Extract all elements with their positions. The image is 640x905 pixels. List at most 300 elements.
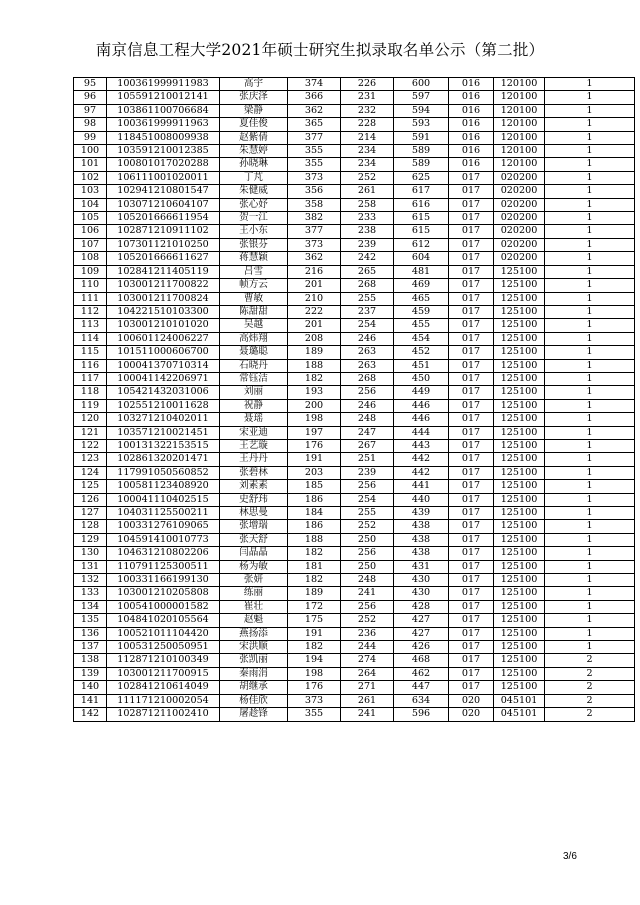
cell-score-b: 274	[341, 654, 394, 667]
cell-seq: 112	[74, 305, 107, 318]
cell-score-a: 175	[288, 614, 341, 627]
cell-batch: 1	[545, 439, 635, 452]
cell-score-a: 355	[288, 158, 341, 171]
cell-exam-id: 103001211700824	[107, 292, 220, 305]
cell-major-code: 125100	[494, 399, 545, 412]
cell-exam-id: 104591410010773	[107, 533, 220, 546]
cell-score-b: 250	[341, 533, 394, 546]
cell-major-code: 125100	[494, 426, 545, 439]
table-row	[74, 265, 635, 278]
cell-total: 428	[394, 600, 449, 613]
cell-score-a: 373	[288, 171, 341, 184]
cell-total: 616	[394, 198, 449, 211]
cell-name: 曹敏	[220, 292, 288, 305]
table-row	[74, 520, 635, 533]
cell-seq: 123	[74, 453, 107, 466]
cell-major-code: 120100	[494, 158, 545, 171]
cell-batch: 1	[545, 533, 635, 546]
cell-score-b: 254	[341, 493, 394, 506]
cell-dept-code: 017	[449, 292, 494, 305]
cell-score-a: 377	[288, 225, 341, 238]
cell-major-code: 125100	[494, 507, 545, 520]
cell-score-a: 189	[288, 587, 341, 600]
cell-seq: 114	[74, 332, 107, 345]
cell-total: 427	[394, 614, 449, 627]
cell-score-a: 182	[288, 574, 341, 587]
cell-total: 634	[394, 694, 449, 707]
cell-major-code: 125100	[494, 533, 545, 546]
cell-major-code: 125100	[494, 600, 545, 613]
cell-score-b: 234	[341, 145, 394, 158]
cell-major-code: 125100	[494, 279, 545, 292]
cell-score-a: 362	[288, 252, 341, 265]
cell-exam-id: 112871210100349	[107, 654, 220, 667]
cell-seq: 99	[74, 131, 107, 144]
cell-name: 常钰洁	[220, 372, 288, 385]
cell-score-a: 201	[288, 319, 341, 332]
cell-batch: 1	[545, 319, 635, 332]
cell-total: 442	[394, 453, 449, 466]
cell-exam-id: 102871211002410	[107, 708, 220, 721]
cell-major-code: 125100	[494, 641, 545, 654]
cell-name: 杨佳欣	[220, 694, 288, 707]
cell-seq: 142	[74, 708, 107, 721]
cell-seq: 118	[74, 386, 107, 399]
table-row	[74, 131, 635, 144]
cell-exam-id: 104031125500211	[107, 507, 220, 520]
cell-score-a: 172	[288, 600, 341, 613]
cell-seq: 125	[74, 480, 107, 493]
table-row	[74, 91, 635, 104]
table-row	[74, 185, 635, 198]
cell-score-b: 258	[341, 198, 394, 211]
cell-dept-code: 017	[449, 265, 494, 278]
table-row	[74, 78, 635, 91]
cell-score-b: 256	[341, 386, 394, 399]
cell-major-code: 125100	[494, 413, 545, 426]
cell-dept-code: 017	[449, 520, 494, 533]
cell-score-b: 226	[341, 78, 394, 91]
cell-total: 430	[394, 574, 449, 587]
cell-score-a: 188	[288, 359, 341, 372]
cell-exam-id: 103001211700822	[107, 279, 220, 292]
cell-score-a: 198	[288, 667, 341, 680]
cell-score-a: 382	[288, 212, 341, 225]
table-row	[74, 158, 635, 171]
cell-exam-id: 103001211700915	[107, 667, 220, 680]
cell-score-a: 186	[288, 520, 341, 533]
cell-score-b: 239	[341, 238, 394, 251]
table-row	[74, 614, 635, 627]
table-row	[74, 386, 635, 399]
cell-major-code: 120100	[494, 118, 545, 131]
page-title: 南京信息工程大学2021年硕士研究生拟录取名单公示（第二批）	[95, 41, 545, 59]
cell-major-code: 125100	[494, 667, 545, 680]
cell-major-code: 020200	[494, 225, 545, 238]
cell-name: 蒋慧颖	[220, 252, 288, 265]
cell-score-b: 246	[341, 399, 394, 412]
cell-exam-id: 100331166199130	[107, 574, 220, 587]
table-row	[74, 212, 635, 225]
cell-total: 462	[394, 667, 449, 680]
cell-seq: 128	[74, 520, 107, 533]
cell-exam-id: 105201666611627	[107, 252, 220, 265]
cell-name: 夏佳俊	[220, 118, 288, 131]
cell-exam-id: 110791125300511	[107, 560, 220, 573]
cell-score-a: 182	[288, 641, 341, 654]
table-row	[74, 641, 635, 654]
cell-exam-id: 102871210911102	[107, 225, 220, 238]
cell-name: 高炜翔	[220, 332, 288, 345]
cell-score-a: 203	[288, 466, 341, 479]
cell-score-a: 193	[288, 386, 341, 399]
table-row	[74, 332, 635, 345]
cell-total: 625	[394, 171, 449, 184]
cell-major-code: 045101	[494, 708, 545, 721]
cell-score-b: 241	[341, 708, 394, 721]
cell-score-b: 265	[341, 265, 394, 278]
table-row	[74, 507, 635, 520]
cell-score-a: 184	[288, 507, 341, 520]
cell-score-a: 185	[288, 480, 341, 493]
table-row	[74, 319, 635, 332]
cell-exam-id: 102841210614049	[107, 681, 220, 694]
cell-batch: 2	[545, 694, 635, 707]
cell-exam-id: 118451008009938	[107, 131, 220, 144]
cell-dept-code: 017	[449, 171, 494, 184]
cell-seq: 95	[74, 78, 107, 91]
cell-total: 596	[394, 708, 449, 721]
cell-batch: 1	[545, 346, 635, 359]
cell-batch: 1	[545, 641, 635, 654]
page-number: 3/6	[563, 851, 577, 862]
cell-seq: 115	[74, 346, 107, 359]
cell-total: 438	[394, 533, 449, 546]
cell-major-code: 125100	[494, 614, 545, 627]
cell-name: 林思曼	[220, 507, 288, 520]
cell-score-a: 373	[288, 694, 341, 707]
table-row	[74, 587, 635, 600]
cell-total: 615	[394, 225, 449, 238]
cell-score-b: 239	[341, 466, 394, 479]
cell-exam-id: 100331276109065	[107, 520, 220, 533]
cell-exam-id: 100361999911983	[107, 78, 220, 91]
cell-score-b: 268	[341, 279, 394, 292]
cell-total: 443	[394, 439, 449, 452]
cell-name: 燕扬添	[220, 627, 288, 640]
cell-score-b: 246	[341, 332, 394, 345]
cell-dept-code: 020	[449, 708, 494, 721]
cell-seq: 122	[74, 439, 107, 452]
cell-major-code: 120100	[494, 145, 545, 158]
cell-total: 438	[394, 547, 449, 560]
cell-name: 梁静	[220, 104, 288, 117]
cell-exam-id: 100041370710314	[107, 359, 220, 372]
cell-score-a: 182	[288, 372, 341, 385]
cell-seq: 97	[74, 104, 107, 117]
table-row	[74, 439, 635, 452]
cell-score-b: 261	[341, 694, 394, 707]
cell-score-a: 186	[288, 493, 341, 506]
cell-name: 张碧林	[220, 466, 288, 479]
cell-batch: 1	[545, 305, 635, 318]
cell-name: 闫晶晶	[220, 547, 288, 560]
cell-major-code: 125100	[494, 386, 545, 399]
cell-batch: 1	[545, 359, 635, 372]
cell-dept-code: 017	[449, 346, 494, 359]
table-body	[74, 78, 635, 722]
cell-exam-id: 105421432031006	[107, 386, 220, 399]
cell-total: 427	[394, 627, 449, 640]
cell-dept-code: 017	[449, 426, 494, 439]
cell-total: 440	[394, 493, 449, 506]
cell-dept-code: 017	[449, 319, 494, 332]
cell-batch: 1	[545, 292, 635, 305]
cell-total: 593	[394, 118, 449, 131]
cell-score-b: 234	[341, 158, 394, 171]
cell-batch: 2	[545, 654, 635, 667]
cell-name: 聂璐聪	[220, 346, 288, 359]
table-row	[74, 708, 635, 721]
cell-seq: 124	[74, 466, 107, 479]
cell-seq: 130	[74, 547, 107, 560]
cell-total: 451	[394, 359, 449, 372]
cell-name: 石晓丹	[220, 359, 288, 372]
cell-exam-id: 106111001020011	[107, 171, 220, 184]
cell-name: 贺一江	[220, 212, 288, 225]
cell-dept-code: 017	[449, 198, 494, 211]
cell-exam-id: 102941210801547	[107, 185, 220, 198]
cell-major-code: 125100	[494, 359, 545, 372]
cell-name: 吕雪	[220, 265, 288, 278]
cell-total: 615	[394, 212, 449, 225]
cell-name: 屠趁锋	[220, 708, 288, 721]
cell-name: 聂瑶	[220, 413, 288, 426]
cell-seq: 141	[74, 694, 107, 707]
cell-seq: 100	[74, 145, 107, 158]
cell-dept-code: 016	[449, 91, 494, 104]
cell-name: 张妍	[220, 574, 288, 587]
cell-major-code: 120100	[494, 104, 545, 117]
cell-seq: 106	[74, 225, 107, 238]
cell-total: 449	[394, 386, 449, 399]
cell-score-a: 208	[288, 332, 341, 345]
cell-dept-code: 017	[449, 413, 494, 426]
cell-batch: 2	[545, 708, 635, 721]
cell-seq: 127	[74, 507, 107, 520]
cell-score-b: 242	[341, 252, 394, 265]
cell-exam-id: 104631210802206	[107, 547, 220, 560]
cell-exam-id: 105591210012141	[107, 91, 220, 104]
cell-dept-code: 017	[449, 225, 494, 238]
cell-score-a: 377	[288, 131, 341, 144]
cell-dept-code: 017	[449, 372, 494, 385]
cell-seq: 96	[74, 91, 107, 104]
cell-name: 胡继承	[220, 681, 288, 694]
cell-score-a: 362	[288, 104, 341, 117]
table-row	[74, 399, 635, 412]
cell-seq: 129	[74, 533, 107, 546]
cell-major-code: 125100	[494, 587, 545, 600]
cell-exam-id: 103271210402011	[107, 413, 220, 426]
cell-dept-code: 017	[449, 627, 494, 640]
cell-score-b: 252	[341, 614, 394, 627]
cell-name: 秦雨涓	[220, 667, 288, 680]
cell-exam-id: 100521011104420	[107, 627, 220, 640]
cell-total: 468	[394, 654, 449, 667]
cell-seq: 132	[74, 574, 107, 587]
table-row	[74, 667, 635, 680]
cell-dept-code: 017	[449, 533, 494, 546]
cell-score-b: 232	[341, 104, 394, 117]
cell-score-b: 256	[341, 547, 394, 560]
table-row	[74, 533, 635, 546]
cell-major-code: 045101	[494, 694, 545, 707]
cell-total: 597	[394, 91, 449, 104]
cell-batch: 1	[545, 399, 635, 412]
cell-major-code: 020200	[494, 212, 545, 225]
cell-seq: 121	[74, 426, 107, 439]
cell-dept-code: 017	[449, 600, 494, 613]
cell-exam-id: 102861320201471	[107, 453, 220, 466]
table-row	[74, 104, 635, 117]
cell-score-b: 237	[341, 305, 394, 318]
table-row	[74, 171, 635, 184]
cell-seq: 109	[74, 265, 107, 278]
cell-score-a: 373	[288, 238, 341, 251]
cell-dept-code: 017	[449, 574, 494, 587]
cell-score-a: 216	[288, 265, 341, 278]
cell-dept-code: 017	[449, 587, 494, 600]
cell-score-a: 374	[288, 78, 341, 91]
cell-batch: 1	[545, 560, 635, 573]
table-row	[74, 145, 635, 158]
cell-major-code: 125100	[494, 292, 545, 305]
cell-score-a: 189	[288, 346, 341, 359]
cell-major-code: 020200	[494, 238, 545, 251]
cell-dept-code: 017	[449, 399, 494, 412]
cell-batch: 1	[545, 131, 635, 144]
cell-batch: 1	[545, 78, 635, 91]
cell-batch: 1	[545, 279, 635, 292]
cell-score-a: 210	[288, 292, 341, 305]
cell-name: 赵紫倩	[220, 131, 288, 144]
cell-score-a: 194	[288, 654, 341, 667]
cell-score-b: 244	[341, 641, 394, 654]
cell-total: 465	[394, 292, 449, 305]
cell-major-code: 125100	[494, 466, 545, 479]
cell-batch: 1	[545, 185, 635, 198]
cell-dept-code: 020	[449, 694, 494, 707]
cell-batch: 1	[545, 587, 635, 600]
cell-score-b: 252	[341, 520, 394, 533]
cell-dept-code: 016	[449, 158, 494, 171]
cell-score-b: 264	[341, 667, 394, 680]
cell-seq: 137	[74, 641, 107, 654]
table-row	[74, 493, 635, 506]
cell-score-a: 366	[288, 91, 341, 104]
cell-dept-code: 016	[449, 78, 494, 91]
cell-seq: 113	[74, 319, 107, 332]
cell-total: 612	[394, 238, 449, 251]
table-row	[74, 694, 635, 707]
cell-total: 442	[394, 466, 449, 479]
cell-score-b: 214	[341, 131, 394, 144]
cell-score-b: 238	[341, 225, 394, 238]
cell-batch: 1	[545, 118, 635, 131]
cell-batch: 2	[545, 681, 635, 694]
cell-exam-id: 100801017020288	[107, 158, 220, 171]
cell-score-b: 236	[341, 627, 394, 640]
table-row	[74, 305, 635, 318]
cell-total: 438	[394, 520, 449, 533]
cell-major-code: 125100	[494, 332, 545, 345]
cell-major-code: 125100	[494, 265, 545, 278]
table-row	[74, 466, 635, 479]
cell-batch: 1	[545, 252, 635, 265]
cell-total: 589	[394, 158, 449, 171]
table-row	[74, 600, 635, 613]
cell-score-a: 197	[288, 426, 341, 439]
cell-dept-code: 017	[449, 439, 494, 452]
cell-major-code: 125100	[494, 439, 545, 452]
cell-batch: 1	[545, 91, 635, 104]
cell-total: 446	[394, 413, 449, 426]
cell-batch: 1	[545, 386, 635, 399]
cell-major-code: 020200	[494, 171, 545, 184]
cell-name: 王丹丹	[220, 453, 288, 466]
cell-major-code: 020200	[494, 252, 545, 265]
table-row	[74, 480, 635, 493]
cell-score-b: 248	[341, 574, 394, 587]
cell-exam-id: 101511000606700	[107, 346, 220, 359]
cell-dept-code: 017	[449, 185, 494, 198]
cell-score-a: 198	[288, 413, 341, 426]
cell-total: 430	[394, 587, 449, 600]
cell-dept-code: 017	[449, 332, 494, 345]
cell-total: 441	[394, 480, 449, 493]
cell-name: 丁芃	[220, 171, 288, 184]
cell-batch: 1	[545, 413, 635, 426]
cell-major-code: 120100	[494, 91, 545, 104]
cell-exam-id: 100361999911963	[107, 118, 220, 131]
cell-score-a: 176	[288, 439, 341, 452]
cell-seq: 120	[74, 413, 107, 426]
cell-seq: 138	[74, 654, 107, 667]
cell-score-b: 252	[341, 171, 394, 184]
cell-batch: 1	[545, 466, 635, 479]
cell-score-a: 182	[288, 547, 341, 560]
cell-seq: 105	[74, 212, 107, 225]
cell-name: 朱慧婷	[220, 145, 288, 158]
cell-dept-code: 016	[449, 104, 494, 117]
table-row	[74, 627, 635, 640]
cell-score-a: 356	[288, 185, 341, 198]
cell-score-b: 261	[341, 185, 394, 198]
cell-exam-id: 117991050560852	[107, 466, 220, 479]
cell-major-code: 125100	[494, 654, 545, 667]
cell-score-a: 355	[288, 708, 341, 721]
cell-exam-id: 103591210012385	[107, 145, 220, 158]
table-row	[74, 252, 635, 265]
cell-seq: 136	[74, 627, 107, 640]
table-row	[74, 238, 635, 251]
cell-batch: 1	[545, 520, 635, 533]
cell-major-code: 125100	[494, 493, 545, 506]
cell-name: 张心妤	[220, 198, 288, 211]
cell-seq: 104	[74, 198, 107, 211]
cell-dept-code: 017	[449, 305, 494, 318]
